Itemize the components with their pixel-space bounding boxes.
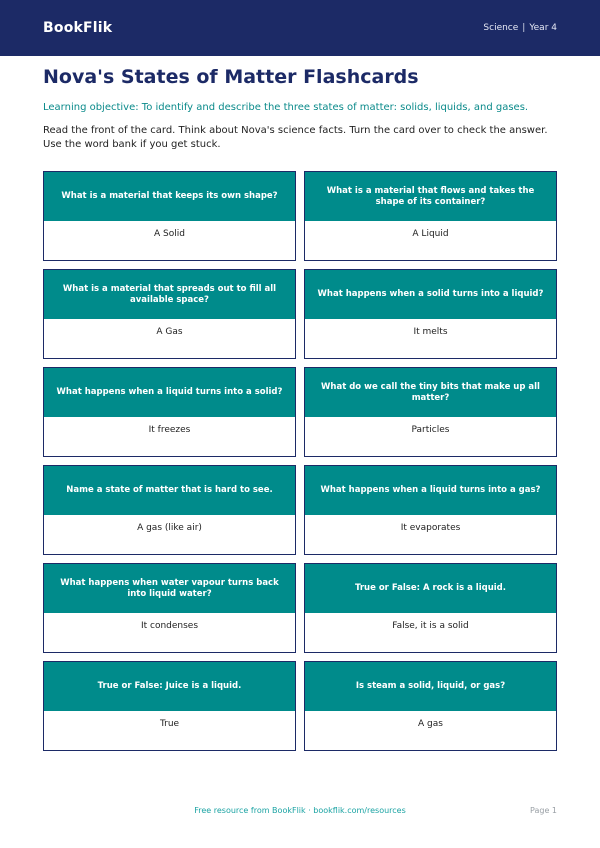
card-back: False, it is a solid <box>392 621 469 631</box>
flashcard <box>304 269 557 359</box>
subject-label: Science <box>483 23 519 33</box>
card-front: True or False: Juice is a liquid. <box>44 662 295 711</box>
flashcard <box>43 269 296 359</box>
card-back: It evaporates <box>400 523 461 533</box>
flashcard <box>304 367 557 457</box>
meta-separator: | <box>522 23 526 33</box>
flashcard <box>304 563 557 653</box>
page-number: Page 1 <box>530 806 557 815</box>
card-front: What happens when water vapour turns back into liquid water? <box>44 564 295 613</box>
flashcard <box>304 661 557 751</box>
flashcard <box>304 171 557 261</box>
card-back: A Liquid <box>412 229 449 239</box>
footer-resource-link[interactable]: Free resource from BookFlik · bookflik.com/resources <box>194 806 406 815</box>
card-back: It condenses <box>140 621 199 631</box>
page-header <box>0 0 600 56</box>
card-front: Is steam a solid, liquid, or gas? <box>305 662 556 711</box>
card-front: True or False: A rock is a liquid. <box>305 564 556 613</box>
brand-logo: BookFlik <box>43 20 113 36</box>
card-front: What happens when a liquid turns into a gas? <box>305 466 556 515</box>
instructions: Read the front of the card. Think about Nova's science facts. Turn the card over to check the answer. Use the word bank if you get stuck. <box>43 125 548 150</box>
card-front: What is a material that flows and takes the shape of its container? <box>305 172 556 221</box>
card-front: What happens when a liquid turns into a solid? <box>44 368 295 417</box>
year-label: Year 4 <box>529 23 557 33</box>
card-back: A Solid <box>154 229 185 239</box>
card-back: It freezes <box>148 425 191 435</box>
flashcard <box>43 367 296 457</box>
flashcard <box>43 465 296 555</box>
flashcard-grid <box>43 171 557 751</box>
card-front: What is a material that keeps its own shape? <box>44 172 295 221</box>
page-title: Nova's States of Matter Flashcards <box>43 66 419 88</box>
card-front: Name a state of matter that is hard to see. <box>44 466 295 515</box>
flashcard <box>43 563 296 653</box>
flashcard <box>304 465 557 555</box>
flashcard <box>43 661 296 751</box>
card-back: It melts <box>413 327 448 337</box>
card-back: A gas (like air) <box>137 523 202 533</box>
header-meta <box>483 23 557 33</box>
page-footer <box>0 806 600 820</box>
card-front: What do we call the tiny bits that make up all matter? <box>305 368 556 417</box>
card-front: What is a material that spreads out to fill all available space? <box>44 270 295 319</box>
card-back: A Gas <box>156 327 183 337</box>
learning-objective: Learning objective: To identify and describe the three states of matter: solids, liquids, and gases. <box>43 102 529 113</box>
card-front: What happens when a solid turns into a liquid? <box>305 270 556 319</box>
card-back: A gas <box>418 719 443 729</box>
card-back: Particles <box>411 425 450 435</box>
flashcard <box>43 171 296 261</box>
card-back: True <box>159 719 180 729</box>
